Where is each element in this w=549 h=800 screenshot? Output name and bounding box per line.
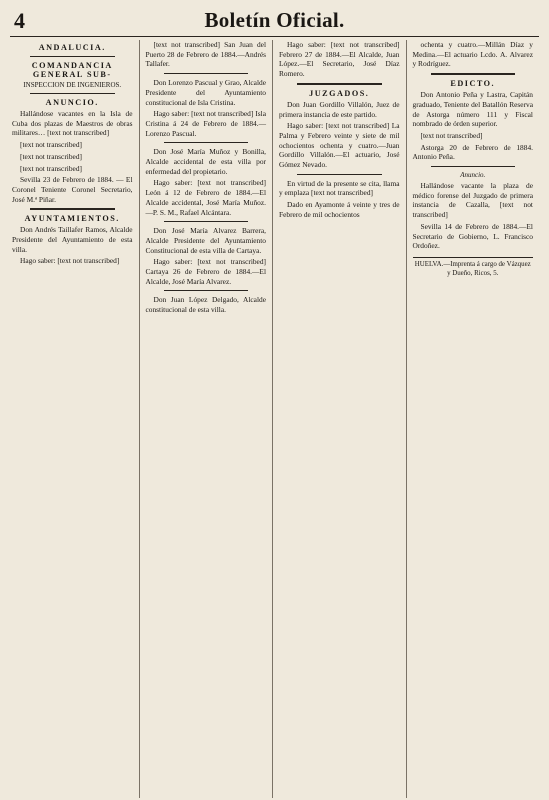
section-heading: ANUNCIO. (45, 98, 99, 107)
section-divider (164, 221, 249, 222)
paragraph: Astorga 20 de Febrero de 1884. Antonio Peña. (412, 142, 533, 162)
column-2 (140, 40, 274, 798)
column-1 (10, 40, 140, 798)
paragraph: Hago saber: [text not transcribed] Cartaya 26 de Febrero de 1884.—El Alcalde, José María Alvarez. (145, 257, 266, 286)
paragraph: Don Lorenzo Pascual y Grao, Alcalde Presidente del Ayuntamiento constitucional de Isla Cristina. (145, 78, 266, 107)
paragraph: Hago saber: [text not transcribed] Febrero 27 de 1884.—El Alcalde, Juan López.—El Secretario, José Díaz Romero. (279, 40, 400, 79)
section-divider (164, 142, 249, 143)
paragraph: Hallándose vacante la plaza de médico forense del Juzgado de primera instancia de Cazalla, [text not transcribed] (412, 181, 533, 220)
masthead (10, 6, 539, 37)
text-columns (10, 40, 539, 798)
section-divider (431, 166, 516, 167)
paragraph: Sevilla 14 de Febrero de 1884.—El Secretario de Gobierno, L. Francisco Ordoñez. (412, 221, 533, 251)
section-heading: COMANDANCIA GENERAL SUB- (31, 61, 113, 79)
paragraph: [text not transcribed] (20, 151, 82, 161)
section-divider (297, 83, 382, 85)
column-3 (273, 40, 407, 798)
paragraph: Hago saber: [text not transcribed] Isla Cristina á 24 de Febrero de 1884.—Lorenzo Pascual. (145, 109, 266, 138)
section-heading: AYUNTAMIENTOS. (24, 214, 120, 224)
section-divider (431, 73, 516, 75)
column-4 (407, 40, 540, 798)
section-divider (164, 290, 249, 291)
paragraph: [text not transcribed] (20, 163, 82, 173)
paragraph: En virtud de la presente se cita, llama y emplaza [text not transcribed] (279, 178, 400, 198)
section-divider (30, 208, 115, 210)
paragraph: Don José María Alvarez Barrera, Alcalde Presidente del Ayuntamiento Constitucional de esta villa de Cartaya. (145, 226, 266, 255)
paragraph: Hago saber: [text not transcribed] León á 12 de Febrero de 1884.—El Alcalde accidental, José María Muñoz.—P. S. M., Rafael Alcántara. (145, 178, 266, 217)
section-subheading: Anuncio. (460, 171, 486, 180)
section-heading: JUZGADOS. (309, 88, 370, 98)
section-divider (164, 73, 249, 74)
paragraph: ochenta y cuatro.—Millán Díaz y Medina.—El actuario Lcdo. A. Alvarez y Rodríguez. (412, 40, 533, 69)
page-number: 4 (14, 8, 25, 33)
printer-imprint: HUELVA.—Imprenta á cargo de Vázquez y Dueño, Ricos, 5. (413, 257, 534, 278)
paragraph: Don José María Muñoz y Bonilla, Alcalde accidental de esta villa por enfermedad del propietario. (145, 147, 266, 176)
section-subheading: INSPECCION DE INGENIEROS. (23, 81, 122, 89)
section-heading: EDICTO. (450, 79, 496, 89)
section-heading: ANDALUCIA. (38, 43, 106, 52)
paragraph: Don Antonio Peña y Lastra, Capitán graduado, Teniente del Batallón Reserva de Astorga número 111 y Fiscal nombrado de órden superior. (412, 90, 533, 129)
paragraph: Don Andrés Taillafer Ramos, Alcalde Presidente del Ayuntamiento de esta villa. (12, 225, 133, 254)
page-title: Boletín Oficial. (204, 8, 345, 32)
paragraph: [text not transcribed] San Juan del Puerto 28 de Febrero de 1884.—Andrés Tallafer. (145, 40, 266, 69)
paragraph: Dado en Ayamonte á veinte y tres de Febrero de mil ochocientos (279, 200, 400, 219)
paragraph: Sevilla 23 de Febrero de 1884. — El Coronel Teniente Coronel Secretario, José M.ª Piñar. (12, 175, 133, 204)
section-divider (30, 56, 115, 57)
section-divider (30, 93, 115, 94)
paragraph: Hago saber: [text not transcribed] La Palma y Febrero veinte y siete de mil ochocientos ochenta y cuatro.—Juan Gordillo Villalón.—El actuario, José Gómez Nevado. (279, 121, 400, 170)
paragraph: Don Juan López Delgado, Alcalde constitucional de esta villa. (145, 295, 266, 315)
paragraph: [text not transcribed] (420, 130, 483, 140)
paragraph: Don Juan Gordillo Villalón, Juez de primera instancia de este partido. (279, 99, 400, 119)
paragraph: Hallándose vacantes en la Isla de Cuba dos plazas de Maestros de obras militares… [text not transcribed] (12, 109, 133, 138)
paragraph: [text not transcribed] (20, 140, 82, 150)
paragraph: Hago saber: [text not transcribed] (20, 256, 120, 266)
section-divider (297, 174, 382, 175)
